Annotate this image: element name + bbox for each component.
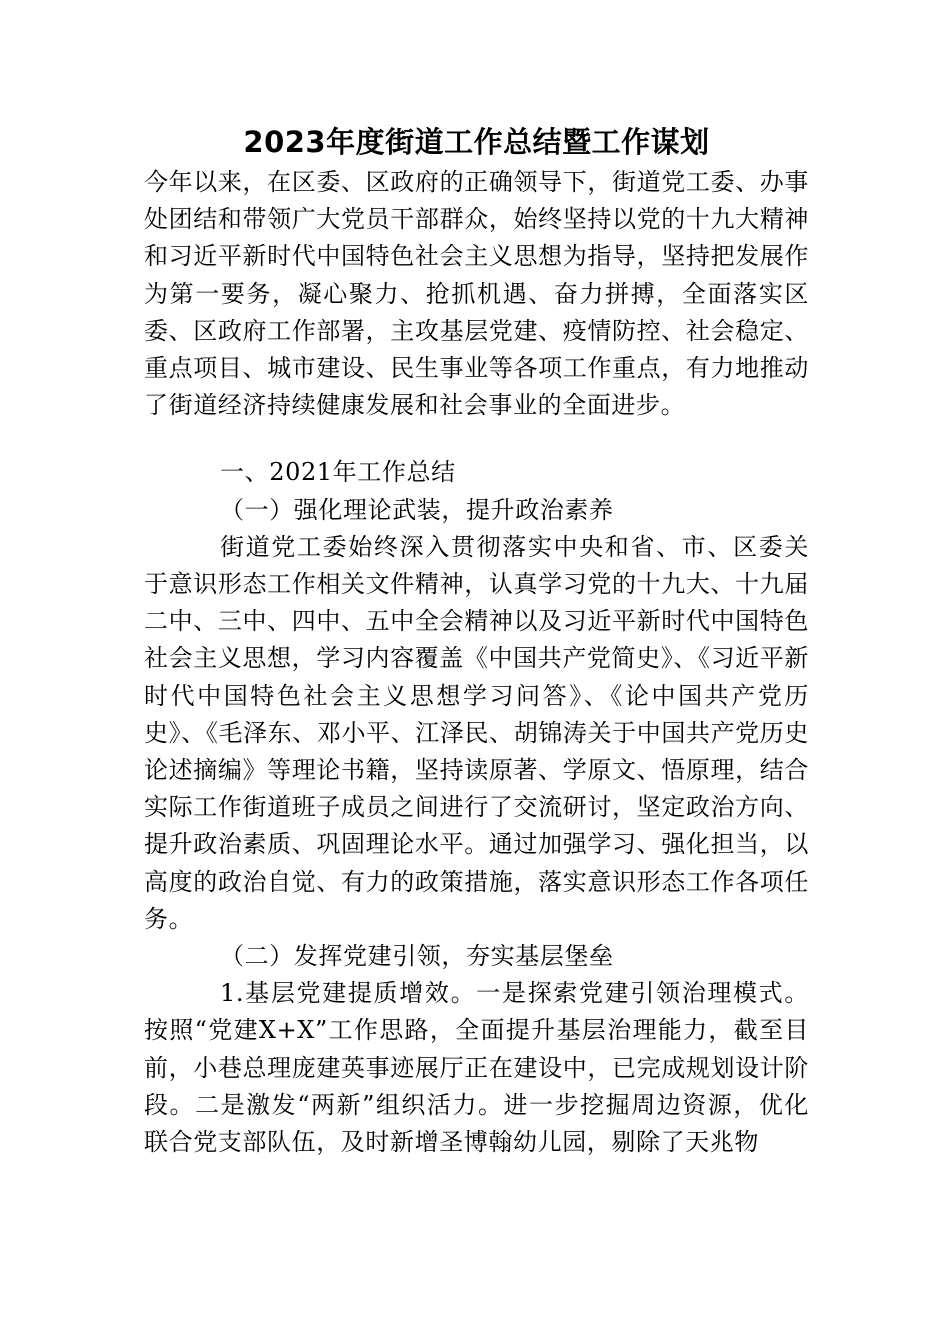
intro-paragraph: 今年以来，在区委、区政府的正确领导下，街道党工委、办事处团结和带领广大党员干部群众，始终坚持以党的十九大精神和习近平新时代中国特色社会主义思想为指导，坚持把发展作为第一要务，凝心聚力、抢抓机遇、奋力拼搏，全面落实区委、区政府工作部署，主攻基层党建、疫情防控、社会稳定、重点项目、城市建设、民生事业等各项工作重点，有力地推动了街道经济持续健康发展和社会事业的全面进步。 [144,168,809,420]
subsection-1-paragraph: 街道党工委始终深入贯彻落实中央和省、市、区委关于意识形态工作相关文件精神，认真学习党的十九大、十九届二中、三中、四中、五中全会精神以及习近平新时代中国特色社会主义思想，学习内容覆盖《中国共产党简史》、《习近平新时代中国特色社会主义思想学习问答》、《论中国共产党历史》、《毛泽东、邓小平、江泽民、胡锦涛关于中国共产党历史论述摘编》等理论书籍，坚持读原著、学原文、悟原理，结合实际工作街道班子成员之间进行了交流研讨，坚定政治方向、提升政治素质、巩固理论水平。通过加强学习、强化担当，以高度的政治自觉、有力的政策措施，落实意识形态工作各项任务。 [144,532,809,933]
subsection-heading-2: （二）发挥党建引领，夯实基层堡垒 [220,942,614,971]
document-title: 2023年度街道工作总结暨工作谋划 [243,125,710,159]
document-page [144,120,809,1161]
section-heading-1: 一、2021年工作总结 [220,458,456,487]
subsection-2-paragraph: 1.基层党建提质增效。一是探索党建引领治理模式。按照“党建X+X”工作思路，全面提升基层治理能力，截至目前，小巷总理庞建英事迹展厅正在建设中，已完成规划设计阶段。二是激发“两新”组织活力。进一步挖掘周边资源，优化联合党支部队伍，及时新增圣博翰幼儿园，剔除了天兆物 [144,979,809,1157]
subsection-heading-1: （一）强化理论武装，提升政治素养 [220,495,614,524]
